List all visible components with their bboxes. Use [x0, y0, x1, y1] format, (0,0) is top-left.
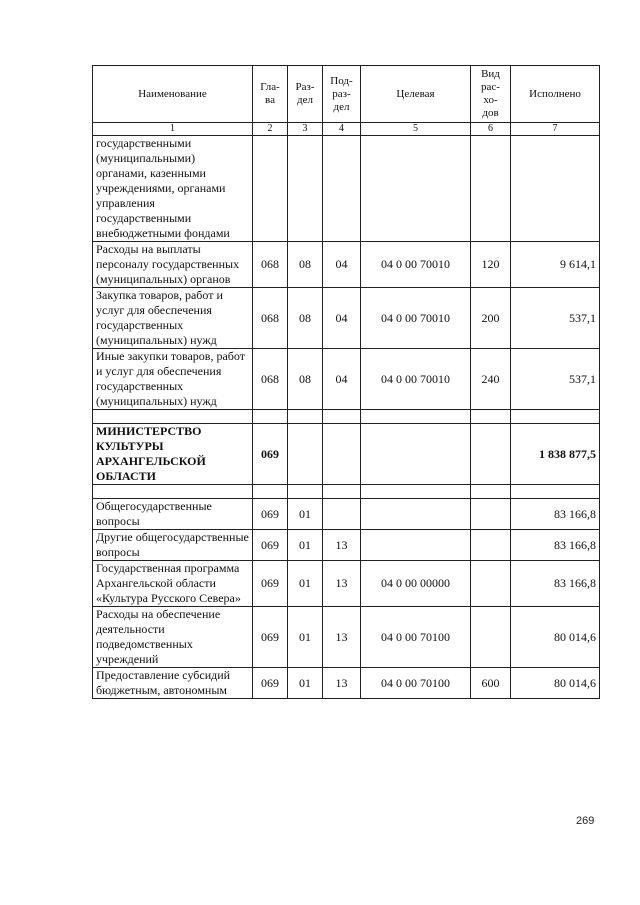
row-glava-cell: 068 — [253, 242, 288, 288]
row-celevaya-cell — [361, 136, 471, 242]
row-celevaya-cell — [361, 424, 471, 485]
row-celevaya-cell: 04 0 00 70010 — [361, 242, 471, 288]
row-vid-cell — [471, 607, 511, 668]
row-podrazdel-cell: 04 — [323, 288, 361, 349]
row-amount-cell — [511, 136, 600, 242]
row-name-cell: государственными (муниципальными) органами, казенными учреждениями, органами управления государственными внебюджетными фондами — [93, 136, 253, 242]
row-amount-cell: 83 166,8 — [511, 499, 600, 530]
row-razdel-cell: 08 — [288, 242, 323, 288]
row-podrazdel-cell: 13 — [323, 561, 361, 607]
row-name-cell: МИНИСТЕРСТВО КУЛЬТУРЫ АРХАНГЕЛЬСКОЙ ОБЛАСТИ — [93, 424, 253, 485]
header-name: Наименование — [93, 66, 253, 123]
row-name-cell: Государственная программа Архангельской области «Культура Русского Севера» — [93, 561, 253, 607]
spacer-cell — [511, 485, 600, 499]
row-celevaya-cell: 04 0 00 70100 — [361, 668, 471, 699]
row-celevaya-cell: 04 0 00 00000 — [361, 561, 471, 607]
row-amount-cell: 83 166,8 — [511, 530, 600, 561]
row-razdel-cell — [288, 136, 323, 242]
spacer-cell — [471, 485, 511, 499]
row-celevaya-cell: 04 0 00 70100 — [361, 607, 471, 668]
col-number: 2 — [253, 123, 288, 136]
row-glava-cell: 069 — [253, 607, 288, 668]
row-vid-cell — [471, 136, 511, 242]
table-row — [93, 288, 600, 349]
col-number: 5 — [361, 123, 471, 136]
spacer-cell — [361, 410, 471, 424]
row-name-cell: Общегосударственные вопросы — [93, 499, 253, 530]
row-vid-cell: 200 — [471, 288, 511, 349]
spacer-cell — [323, 410, 361, 424]
table-row — [93, 499, 600, 530]
row-podrazdel-cell: 04 — [323, 242, 361, 288]
col-number: 4 — [323, 123, 361, 136]
spacer-row — [93, 485, 600, 499]
row-name-cell: Закупка товаров, работ и услуг для обеспечения государственных (муниципальных) нужд — [93, 288, 253, 349]
row-amount-cell: 80 014,6 — [511, 668, 600, 699]
row-celevaya-cell — [361, 499, 471, 530]
row-glava-cell: 068 — [253, 288, 288, 349]
row-vid-cell — [471, 530, 511, 561]
row-celevaya-cell — [361, 530, 471, 561]
row-podrazdel-cell — [323, 424, 361, 485]
row-glava-cell: 069 — [253, 424, 288, 485]
row-glava-cell: 069 — [253, 530, 288, 561]
row-name-cell: Расходы на обеспечение деятельности подведомственных учреждений — [93, 607, 253, 668]
row-vid-cell: 600 — [471, 668, 511, 699]
page-number: 269 — [576, 815, 595, 827]
row-podrazdel-cell: 04 — [323, 349, 361, 410]
row-razdel-cell: 01 — [288, 499, 323, 530]
spacer-cell — [511, 410, 600, 424]
row-glava-cell: 069 — [253, 668, 288, 699]
spacer-cell — [288, 410, 323, 424]
col-number: 7 — [511, 123, 600, 136]
header-vid: Вид рас- хо- дов — [471, 66, 511, 123]
spacer-cell — [93, 485, 253, 499]
row-name-cell: Другие общегосударственные вопросы — [93, 530, 253, 561]
row-amount-cell: 537,1 — [511, 288, 600, 349]
table-row — [93, 607, 600, 668]
spacer-cell — [253, 410, 288, 424]
row-name-cell: Предоставление субсидий бюджетным, автономным — [93, 668, 253, 699]
row-podrazdel-cell: 13 — [323, 530, 361, 561]
row-razdel-cell: 01 — [288, 561, 323, 607]
table-row — [93, 349, 600, 410]
row-vid-cell — [471, 561, 511, 607]
budget-table — [92, 65, 600, 699]
row-razdel-cell — [288, 424, 323, 485]
row-amount-cell: 80 014,6 — [511, 607, 600, 668]
row-glava-cell: 069 — [253, 561, 288, 607]
row-razdel-cell: 01 — [288, 668, 323, 699]
header-row — [93, 66, 600, 123]
spacer-cell — [288, 485, 323, 499]
table-row — [93, 668, 600, 699]
header-podrazdel: Под- раз- дел — [323, 66, 361, 123]
col-number: 1 — [93, 123, 253, 136]
row-glava-cell: 069 — [253, 499, 288, 530]
spacer-cell — [253, 485, 288, 499]
spacer-cell — [471, 410, 511, 424]
column-number-row — [93, 123, 600, 136]
row-vid-cell: 120 — [471, 242, 511, 288]
row-amount-cell: 83 166,8 — [511, 561, 600, 607]
row-razdel-cell: 08 — [288, 288, 323, 349]
row-podrazdel-cell: 13 — [323, 668, 361, 699]
col-number: 3 — [288, 123, 323, 136]
row-razdel-cell: 01 — [288, 530, 323, 561]
row-vid-cell: 240 — [471, 349, 511, 410]
spacer-row — [93, 410, 600, 424]
table-row — [93, 561, 600, 607]
row-glava-cell — [253, 136, 288, 242]
table-body — [93, 136, 600, 699]
table-row — [93, 530, 600, 561]
header-razdel: Раз- дел — [288, 66, 323, 123]
table-row — [93, 136, 600, 242]
row-glava-cell: 068 — [253, 349, 288, 410]
row-podrazdel-cell — [323, 136, 361, 242]
col-number: 6 — [471, 123, 511, 136]
row-podrazdel-cell — [323, 499, 361, 530]
row-podrazdel-cell: 13 — [323, 607, 361, 668]
header-ispolneno: Исполнено — [511, 66, 600, 123]
row-razdel-cell: 08 — [288, 349, 323, 410]
row-razdel-cell: 01 — [288, 607, 323, 668]
row-vid-cell — [471, 424, 511, 485]
spacer-cell — [361, 485, 471, 499]
spacer-cell — [323, 485, 361, 499]
header-glava: Гла- ва — [253, 66, 288, 123]
row-amount-cell: 537,1 — [511, 349, 600, 410]
row-celevaya-cell: 04 0 00 70010 — [361, 349, 471, 410]
header-celevaya: Целевая — [361, 66, 471, 123]
row-vid-cell — [471, 499, 511, 530]
row-celevaya-cell: 04 0 00 70010 — [361, 288, 471, 349]
table-row — [93, 242, 600, 288]
row-amount-cell: 9 614,1 — [511, 242, 600, 288]
table-row — [93, 424, 600, 485]
spacer-cell — [93, 410, 253, 424]
row-name-cell: Расходы на выплаты персоналу государственных (муниципальных) органов — [93, 242, 253, 288]
row-amount-cell: 1 838 877,5 — [511, 424, 600, 485]
row-name-cell: Иные закупки товаров, работ и услуг для обеспечения государственных (муниципальных) нужд — [93, 349, 253, 410]
